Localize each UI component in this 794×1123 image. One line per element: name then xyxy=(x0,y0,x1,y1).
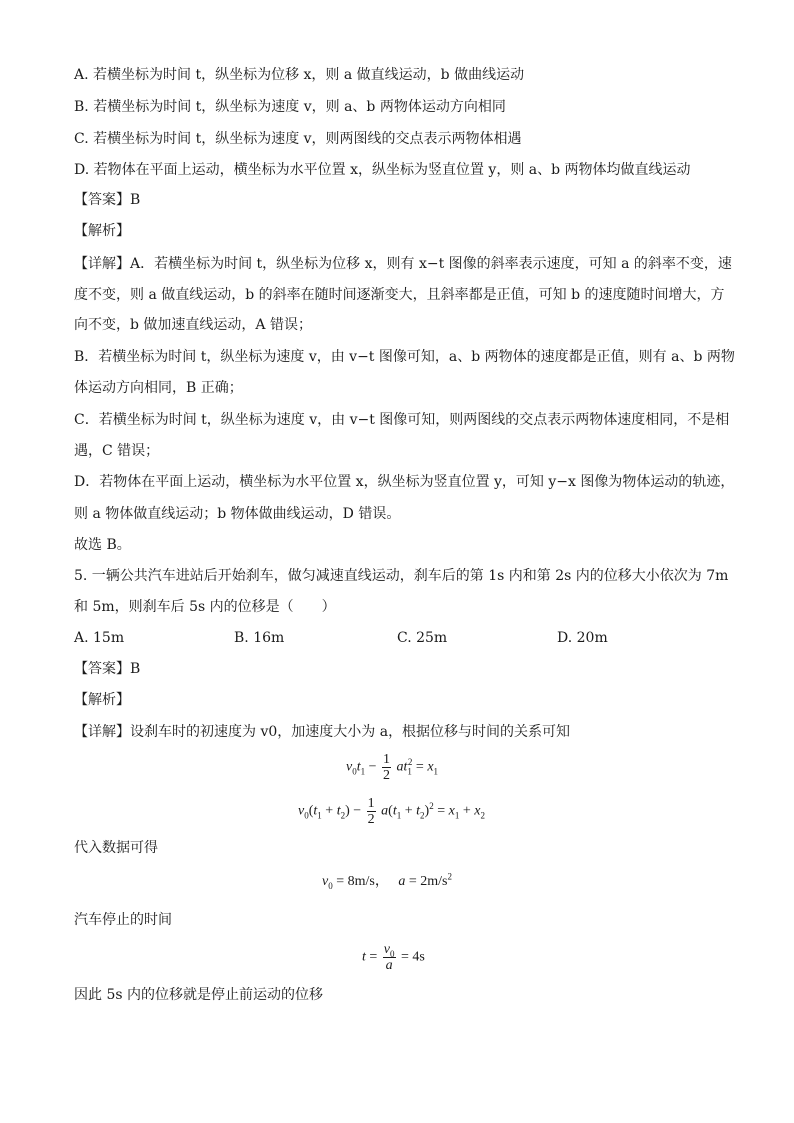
option-label: B. xyxy=(74,99,89,115)
detail-tag: 【详解】 xyxy=(74,724,130,740)
q4-detail-line-2: 度不变，则 a 做直线运动，b 的斜率在随时间逐渐变大，且斜率都是正值，可知 b 的速度随时间增大，方 xyxy=(74,287,725,303)
answer-value: B xyxy=(130,192,141,208)
q5-stem-line-2: 和 5m，则刹车后 5s 内的位移是（ ） xyxy=(74,599,336,615)
stop-time-text: 汽车停止的时间 xyxy=(74,912,172,928)
fraction-half: $\frac{1}{2}$ xyxy=(383,752,391,783)
q4-detail-line-9: 则 a 物体做直线运动；b 物体做曲线运动，D 错误。 xyxy=(74,506,401,522)
q5-analysis-tag: 【解析】 xyxy=(74,692,130,708)
equation-3: $v_0 = 8m/s$， $a = 2m/s^2$ xyxy=(322,871,452,891)
q4-analysis-tag: 【解析】 xyxy=(74,223,130,239)
option-text: 若横坐标为时间 t，纵坐标为速度 v，则两图线的交点表示两物体相遇 xyxy=(93,131,522,147)
option-text: 若横坐标为时间 t，纵坐标为位移 x，则 a 做直线运动，b 做曲线运动 xyxy=(93,67,525,83)
detail-text: 设刹车时的初速度为 v0，加速度大小为 a，根据位移与时间的关系可知 xyxy=(130,724,571,740)
option-text: 若物体在平面上运动，横坐标为水平位置 x，纵坐标为竖直位置 y，则 a、b 两物体均做直线运动 xyxy=(93,162,691,178)
q4-detail-line-6: C．若横坐标为时间 t，纵坐标为速度 v，由 v−t 图像可知，则两图线的交点表示两物体速度相同，不是相 xyxy=(74,412,730,428)
q4-detail-line-8: D．若物体在平面上运动，横坐标为水平位置 x，纵坐标为竖直位置 y，可知 y−x 图像为物体运动的轨迹， xyxy=(74,474,735,490)
answer-tag: 【答案】 xyxy=(74,661,130,677)
option-label: D. xyxy=(74,162,90,178)
q4-detail-line-5: 体运动方向相同，B 正确； xyxy=(74,380,243,396)
q4-option-a xyxy=(74,65,524,85)
q5-stem-line-1: 5. 一辆公共汽车进站后开始刹车，做匀减速直线运动，刹车后的第 1s 内和第 2s 内的位移大小依次为 7m xyxy=(74,568,729,584)
q4-detail-line-7: 遇，C 错误； xyxy=(74,443,160,459)
q5-option-c: C. 25m xyxy=(397,630,448,646)
fraction-v0-over-a: $\frac{v_0}{a}$ xyxy=(383,942,395,973)
conclusion-text: 因此 5s 内的位移就是停止前运动的位移 xyxy=(74,987,323,1003)
option-text: 若横坐标为时间 t，纵坐标为速度 v，则 a、b 两物体运动方向相同 xyxy=(93,99,506,115)
option-label: A. xyxy=(74,67,89,83)
q4-option-d xyxy=(74,160,691,180)
q5-option-a: A. 15m xyxy=(74,630,125,646)
q5-detail-intro xyxy=(74,722,570,742)
option-label: C. xyxy=(74,131,89,147)
fraction-half: $\frac{1}{2}$ xyxy=(367,796,375,827)
detail-tag: 【详解】 xyxy=(74,256,130,272)
equation-2: $v_0(t_1 + t_2)$ − $\frac{1}{2}$ $a(t_1 + t_2)^2 = x_1 + x_2$ xyxy=(298,796,485,827)
q4-answer xyxy=(74,190,140,210)
answer-tag: 【答案】 xyxy=(74,192,130,208)
substitute-text: 代入数据可得 xyxy=(74,840,158,856)
answer-value: B xyxy=(130,661,141,677)
q4-option-c xyxy=(74,129,522,149)
q5-option-d: D. 20m xyxy=(557,630,608,646)
q5-answer xyxy=(74,659,140,679)
equation-1: $v_0t_1$ − $\frac{1}{2}$ $at_1^2 = x_1$ xyxy=(346,752,439,783)
detail-text: A．若横坐标为时间 t，纵坐标为位移 x，则有 x−t 图像的斜率表示速度，可知 a 的斜率不变，速 xyxy=(130,256,732,272)
q5-option-b: B. 16m xyxy=(234,630,285,646)
q4-detail-line-1 xyxy=(74,254,732,274)
q4-option-b xyxy=(74,97,506,117)
q4-detail-line-3: 向不变，b 做加速直线运动，A 错误； xyxy=(74,317,312,333)
equation-4: t = $\frac{v_0}{a}$ = 4s xyxy=(362,942,425,973)
q4-detail-line-4: B．若横坐标为时间 t，纵坐标为速度 v，由 v−t 图像可知，a、b 两物体的速度都是正值，则有 a、b 两物 xyxy=(74,349,735,365)
q4-conclusion: 故选 B。 xyxy=(74,537,131,553)
